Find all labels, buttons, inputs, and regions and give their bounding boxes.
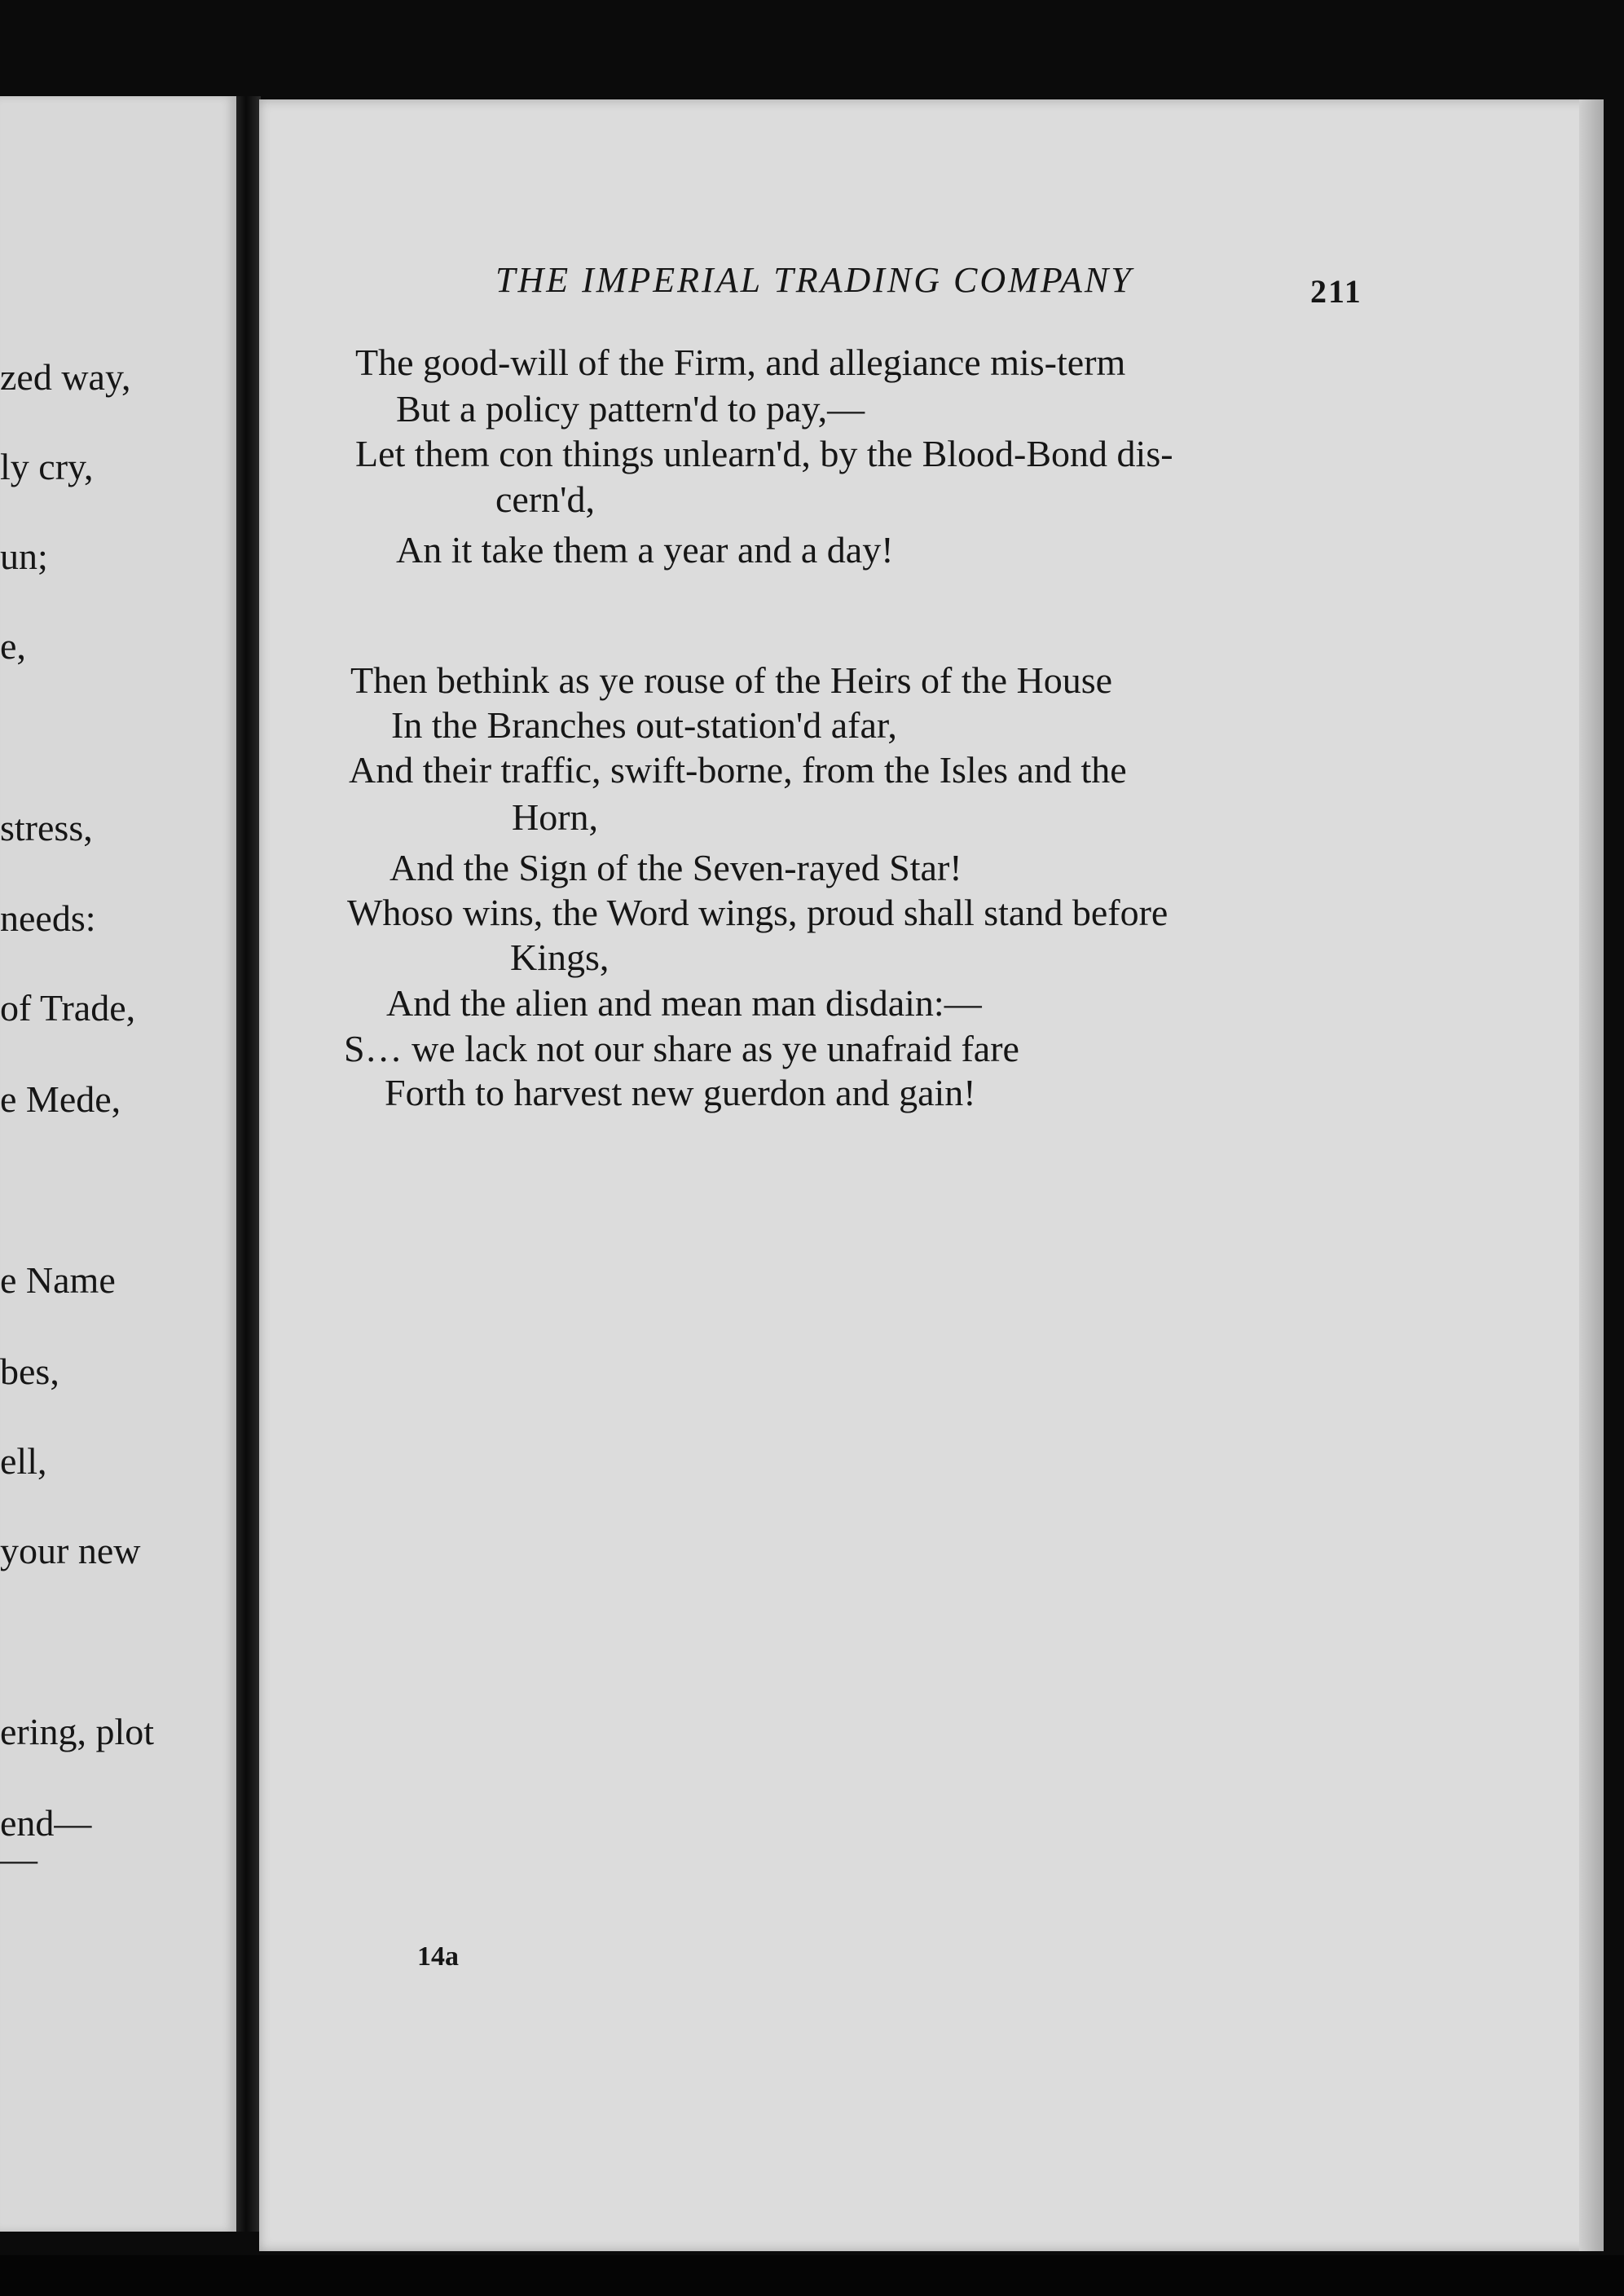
left-page-line: e Mede, <box>0 1078 121 1120</box>
verse-line: Horn, <box>512 796 599 838</box>
left-page-line: needs: <box>0 897 96 939</box>
page-number: 211 <box>1310 273 1362 310</box>
left-page-line: un; <box>0 535 48 577</box>
left-page-line: ering, plot <box>0 1711 155 1752</box>
verse-line: Forth to harvest new guerdon and gain! <box>385 1072 976 1113</box>
left-page-line: — <box>0 1838 37 1880</box>
right-page <box>259 99 1604 2251</box>
verse-line: Let them con things unlearn'd, by the Blood-Bond dis- <box>355 433 1173 474</box>
verse-line: Then bethink as ye rouse of the Heirs of the House <box>350 659 1113 701</box>
verse-line: Whoso wins, the Word wings, proud shall stand before <box>347 892 1168 933</box>
verse-line: cern'd, <box>495 478 595 520</box>
left-page-line: ly cry, <box>0 446 94 487</box>
verse-line: S… we lack not our share as ye unafraid fare <box>344 1028 1019 1069</box>
left-page-line: e, <box>0 625 26 667</box>
left-page-line: bes, <box>0 1351 59 1392</box>
left-page-line: zed way, <box>0 356 131 398</box>
left-page-line: e Name <box>0 1259 116 1301</box>
left-page-line: of Trade, <box>0 987 136 1029</box>
left-page-line: ell, <box>0 1440 47 1482</box>
verse-line: An it take them a year and a day! <box>396 529 894 571</box>
scanner-bed <box>0 2255 1624 2296</box>
verse-line: Kings, <box>510 936 610 978</box>
running-head: THE IMPERIAL TRADING COMPANY <box>495 260 1133 300</box>
verse-line: And their traffic, swift-borne, from the Isles and the <box>349 749 1127 791</box>
book-gutter <box>236 96 261 2232</box>
verse-line: And the Sign of the Seven-rayed Star! <box>389 847 962 888</box>
left-page-line: end— <box>0 1802 92 1844</box>
left-page-line: stress, <box>0 807 93 848</box>
signature-mark: 14a <box>417 1941 459 1972</box>
left-page <box>0 96 236 2232</box>
page-edge <box>1579 99 1604 2251</box>
verse-line: And the alien and mean man disdain:— <box>386 982 982 1024</box>
verse-line: The good-will of the Firm, and allegiance mis-term <box>355 342 1126 383</box>
left-page-line: your new <box>0 1530 141 1571</box>
verse-line: In the Branches out-station'd afar, <box>391 704 897 746</box>
verse-line: But a policy pattern'd to pay,— <box>396 388 865 430</box>
